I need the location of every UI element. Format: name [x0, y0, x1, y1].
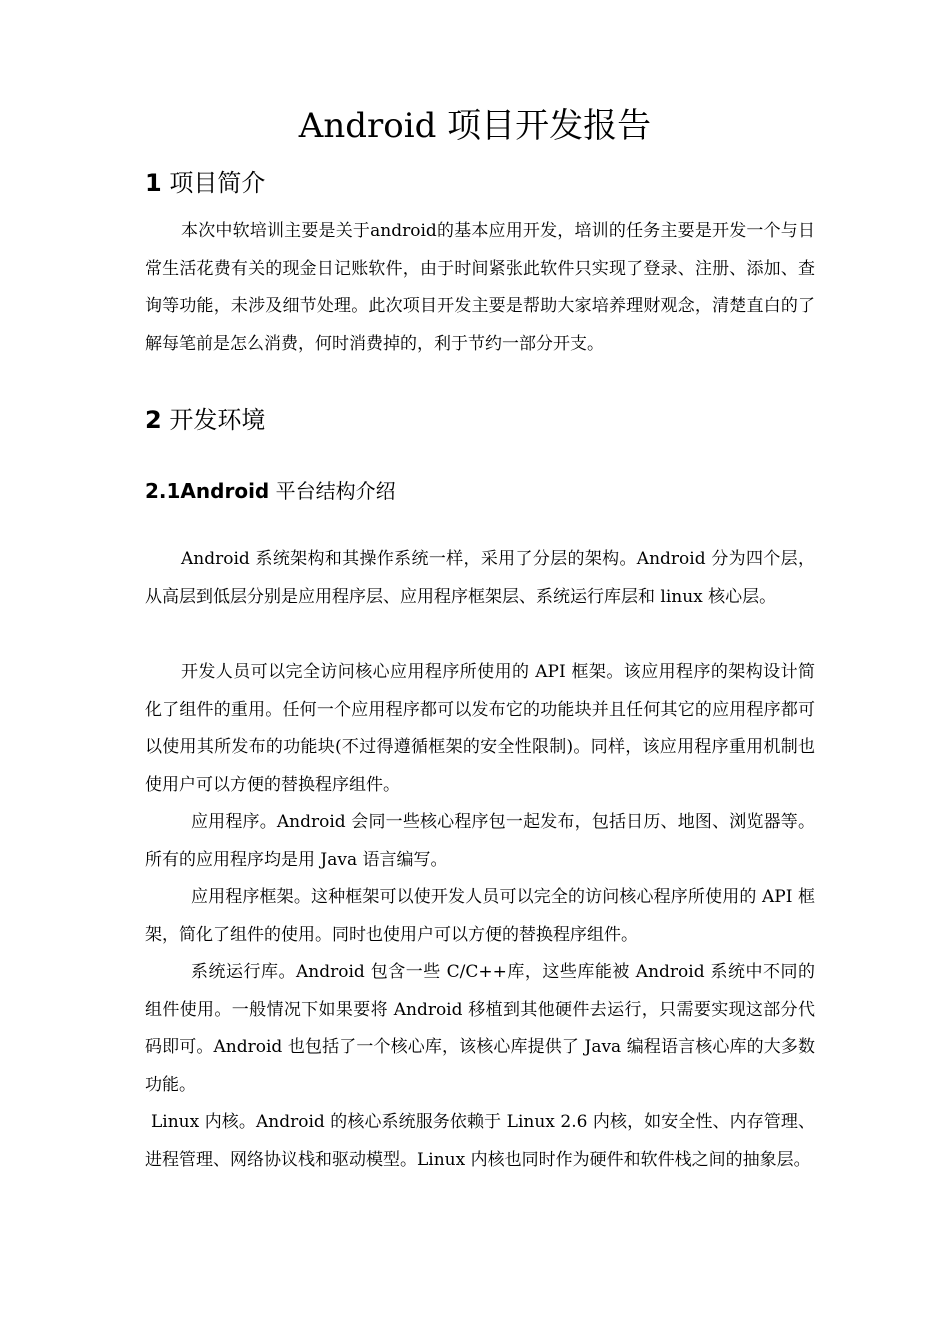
section-2-1-number: 2.1Android — [145, 479, 270, 503]
section-2-1-title: 平台结构介绍 — [275, 479, 396, 503]
section-2-number: 2 — [145, 406, 162, 434]
paragraph-api-framework: 开发人员可以完全访问核心应用程序所使用的 API 框架。该应用程序的架构设计简化了组件的重用。任何一个应用程序都可以发布它的功能块并且任何其它的应用程序都可以使用其所发布的功能块(不过得遵循框架的安全性限制)。同样，该应用程序重用机制也使用户可以方便的替换程序组件。 — [145, 662, 815, 795]
section-1-title: 项目简介 — [169, 169, 266, 197]
section-2-1-heading — [145, 476, 396, 506]
section-1-heading — [145, 166, 265, 200]
paragraph-linux-kernel: Linux 内核。Android 的核心系统服务依赖于 Linux 2.6 内核，如安全性、内存管理、进程管理、网络协议栈和驱动模型。Linux 内核也同时作为硬件和软件栈之间的抽象层。 — [145, 1112, 815, 1170]
document-title: Android 项目开发报告 — [298, 106, 652, 146]
paragraph-applications: 应用程序。Android 会同一些核心程序包一起发布，包括日历、地图、浏览器等。所有的应用程序均是用 Java 语言编写。 — [145, 812, 815, 870]
section-2-title: 开发环境 — [169, 406, 266, 434]
section-1-paragraph: 本次中软培训主要是关于android的基本应用开发，培训的任务主要是开发一个与日常生活花费有关的现金日记账软件，由于时间紧张此软件只实现了登录、注册、添加、查询等功能，未涉及细节处理。此次项目开发主要是帮助大家培养理财观念，清楚直白的了解每笔前是怎么消费，何时消费掉的，利于节约一部分开支。 — [145, 221, 815, 354]
paragraph-architecture: Android 系统架构和其操作系统一样，采用了分层的架构。Android 分为四个层，从高层到低层分别是应用程序层、应用程序框架层、系统运行库层和 linux 核心层。 — [145, 549, 815, 607]
paragraph-libraries: 系统运行库。Android 包含一些 C/C++库，这些库能被 Android 系统中不同的组件使用。一般情况下如果要将 Android 移植到其他硬件去运行，只需要实现这部分代码即可。Android 也包括了一个核心库，该核心库提供了 Java 编程语言核心库的大多数功能。 — [145, 962, 815, 1095]
section-2-heading — [145, 403, 265, 437]
section-1-number: 1 — [145, 169, 162, 197]
paragraph-app-framework: 应用程序框架。这种框架可以使开发人员可以完全的访问核心程序所使用的 API 框架，简化了组件的使用。同时也使用户可以方便的替换程序组件。 — [145, 887, 815, 945]
